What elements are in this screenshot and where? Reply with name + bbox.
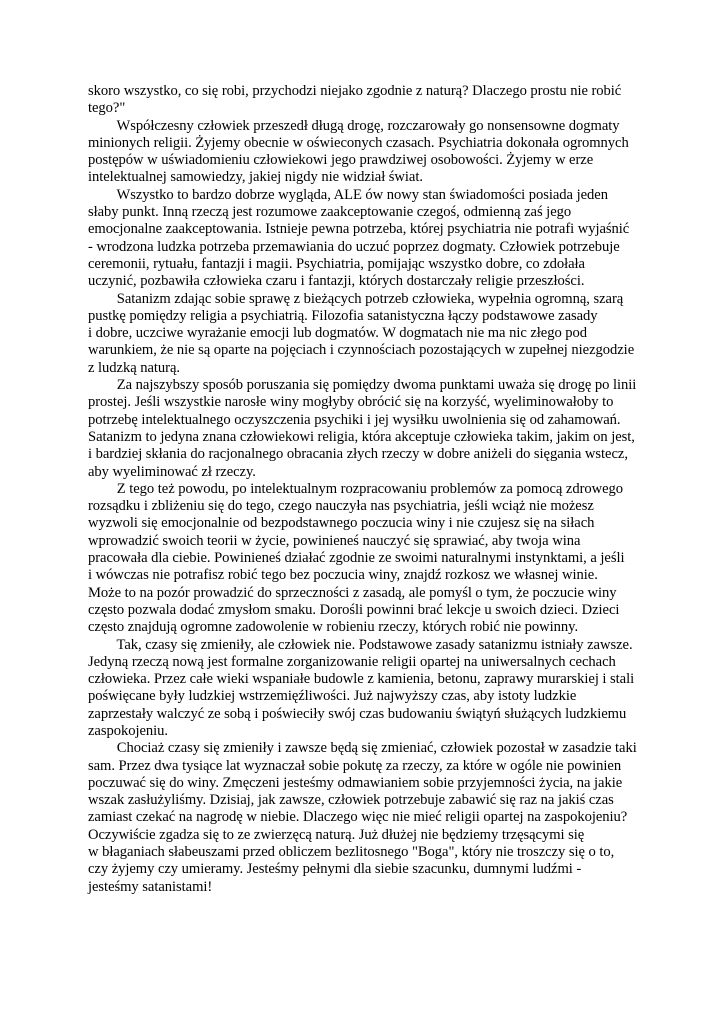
text-line: i dobre, uczciwe wyrażanie emocji lub dogmatów. W dogmatach nie ma nic złego pod bbox=[88, 325, 588, 342]
text-line: zaprzestały walczyć ze sobą i poświeciły swój czas budowaniu świątyń służących ludzkiemu bbox=[88, 705, 627, 722]
text-line: wszak zasłużyliśmy. Dzisiaj, jak zawsze, człowiek potrzebuje zabawić się raz na jakiś czas bbox=[88, 792, 614, 809]
text-line: potrzebę intelektualnego oczyszczenia psychiki i jej wysiłku uwolnienia się od zahamowań. bbox=[88, 411, 621, 428]
text-line: minionych religii. Żyjemy obecnie w oświeconych czasach. Psychiatria dokonała ogromnych bbox=[88, 134, 629, 151]
text-line: warunkiem, że nie są oparte na pojęciach i czynnościach pozostających w zupełnej niezgodzie bbox=[88, 342, 635, 359]
text-line: tego?" bbox=[88, 100, 126, 117]
text-line: pustkę pomiędzy religia a psychiatrią. Filozofia satanistyczna łączy podstawowe zasady bbox=[88, 307, 598, 324]
text-line: i wówczas nie potrafisz robić tego bez poczucia winy, znajdź rozkosz we własnej winie. bbox=[88, 567, 598, 584]
text-line: zaspokojeniu. bbox=[88, 722, 169, 739]
text-line: wyzwoli się emocjonalnie od bezpodstawnego poczucia winy i nie czujesz się na siłach bbox=[88, 515, 595, 532]
text-line: uczynić, pozbawiła człowieka czaru i fantazji, których dostarczały religie przeszłości. bbox=[88, 273, 585, 290]
text-line: emocjonalne zaakceptowania. Istnieje pewna potrzeba, której psychiatria nie potrafi wyjaśnić bbox=[88, 221, 630, 238]
document-text-body bbox=[88, 83, 635, 896]
text-line: Satanizm to jedyna znana człowiekowi religia, która akceptuje człowieka takim, jakim on jest, bbox=[88, 428, 635, 445]
text-line: w błaganiach słabeuszami przed obliczem bezlitosnego "Boga", który nie troszczy się o to, bbox=[88, 844, 615, 861]
text-line: Współczesny człowiek przeszedł długą drogę, rozczarowały go nonsensowne dogmaty bbox=[88, 117, 620, 134]
text-line: Chociaż czasy się zmieniły i zawsze będą się zmieniać, człowiek pozostał w zasadzie taki bbox=[88, 740, 637, 757]
text-line: Oczywiście zgadza się to ze zwierzęcą naturą. Już dłużej nie będziemy trzęsącymi się bbox=[88, 826, 585, 843]
text-line: postępów w uświadomieniu człowiekowi jego prawdziwej osobowości. Żyjemy w erze bbox=[88, 152, 594, 169]
text-line: często pozwala dodać zmysłom smaku. Dorośli powinni brać lekcje u swoich dzieci. Dzieci bbox=[88, 601, 620, 618]
text-line: pracowała dla ciebie. Powinieneś działać zgodnie ze swoimi naturalnymi instynktami, a jeśli bbox=[88, 550, 625, 567]
text-line: sam. Przez dwa tysiące lat wyznaczał sobie pokutę za rzeczy, za które w ogóle nie powinien bbox=[88, 757, 622, 774]
text-line: intelektualnej samowiedzy, jakiej nigdy nie widział świat. bbox=[88, 169, 423, 186]
text-line: z ludzką naturą. bbox=[88, 359, 180, 376]
text-line: - wrodzona ludzka potrzeba przemawiania do uczuć poprzez dogmaty. Człowiek potrzebuje bbox=[88, 238, 620, 255]
text-line: człowieka. Przez całe wieki wspaniałe budowle z kamienia, betonu, zaprawy murarskiej i stali bbox=[88, 671, 635, 688]
text-line: Satanizm zdając sobie sprawę z bieżących potrzeb człowieka, wypełnia ogromną, szarą bbox=[88, 290, 624, 307]
text-line: ceremonii, rytuału, fantazji i magii. Psychiatria, pomijając wszystko dobre, co zdołała bbox=[88, 255, 585, 272]
text-line: wprowadzić swoich teorii w życie, powinieneś nauczyć się sprawiać, aby twoja wina bbox=[88, 532, 581, 549]
text-line: Wszystko to bardzo dobrze wygląda, ALE ów nowy stan świadomości posiada jeden bbox=[88, 186, 608, 203]
text-line: jesteśmy satanistami! bbox=[88, 878, 213, 895]
text-line: prostej. Jeśli wszystkie narosłe winy mogłyby obrócić się na korzyść, wyeliminowałoby to bbox=[88, 394, 614, 411]
text-line: czy żyjemy czy umieramy. Jesteśmy pełnymi dla siebie szacunku, dumnymi ludźmi - bbox=[88, 861, 582, 878]
text-line: Za najszybszy sposób poruszania się pomiędzy dwoma punktami uważa się drogę po linii bbox=[88, 377, 637, 394]
text-line: poczuwać się do winy. Zmęczeni jesteśmy odmawianiem sobie przyjemności życia, na jakie bbox=[88, 774, 623, 791]
text-line: i bardziej skłania do racjonalnego obracania złych rzeczy w dobre aniżeli do sięgania wstecz, bbox=[88, 446, 628, 463]
text-line: często znajdują ogromne zadowolenie w robieniu rzeczy, których robić nie powinny. bbox=[88, 619, 579, 636]
text-line: zamiast czekać na nagrodę w niebie. Dlaczego więc nie mieć religii opartej na zaspokojeniu? bbox=[88, 809, 628, 826]
text-line: skoro wszystko, co się robi, przychodzi niejako zgodnie z naturą? Dlaczego prostu nie robić bbox=[88, 83, 622, 99]
text-line: aby wyeliminować zł rzeczy. bbox=[88, 463, 256, 480]
text-line: rozsądku i zbliżeniu się do tego, czego nauczyła nas psychiatria, jeśli wciąż nie możesz bbox=[88, 498, 594, 515]
text-line: Tak, czasy się zmieniły, ale człowiek nie. Podstawowe zasady satanizmu istniały zawsze. bbox=[88, 636, 633, 653]
text-line: Może to na pozór prowadzić do sprzeczności z zasadą, ale pomyśl o tym, że poczucie winy bbox=[88, 584, 617, 601]
text-line: poświęcane były ludzkiej wstrzemięźliwości. Już najwyższy czas, aby istoty ludzkie bbox=[88, 688, 577, 705]
text-line: słaby punkt. Inną rzeczą jest rozumowe zaakceptowanie czegoś, odmienną zaś jego bbox=[88, 204, 572, 221]
text-line: Jedyną rzeczą nową jest formalne zorganizowanie religii opartej na uniwersalnych cechach bbox=[88, 653, 616, 670]
text-line: Z tego też powodu, po intelektualnym rozpracowaniu problemów za pomocą zdrowego bbox=[88, 480, 624, 497]
